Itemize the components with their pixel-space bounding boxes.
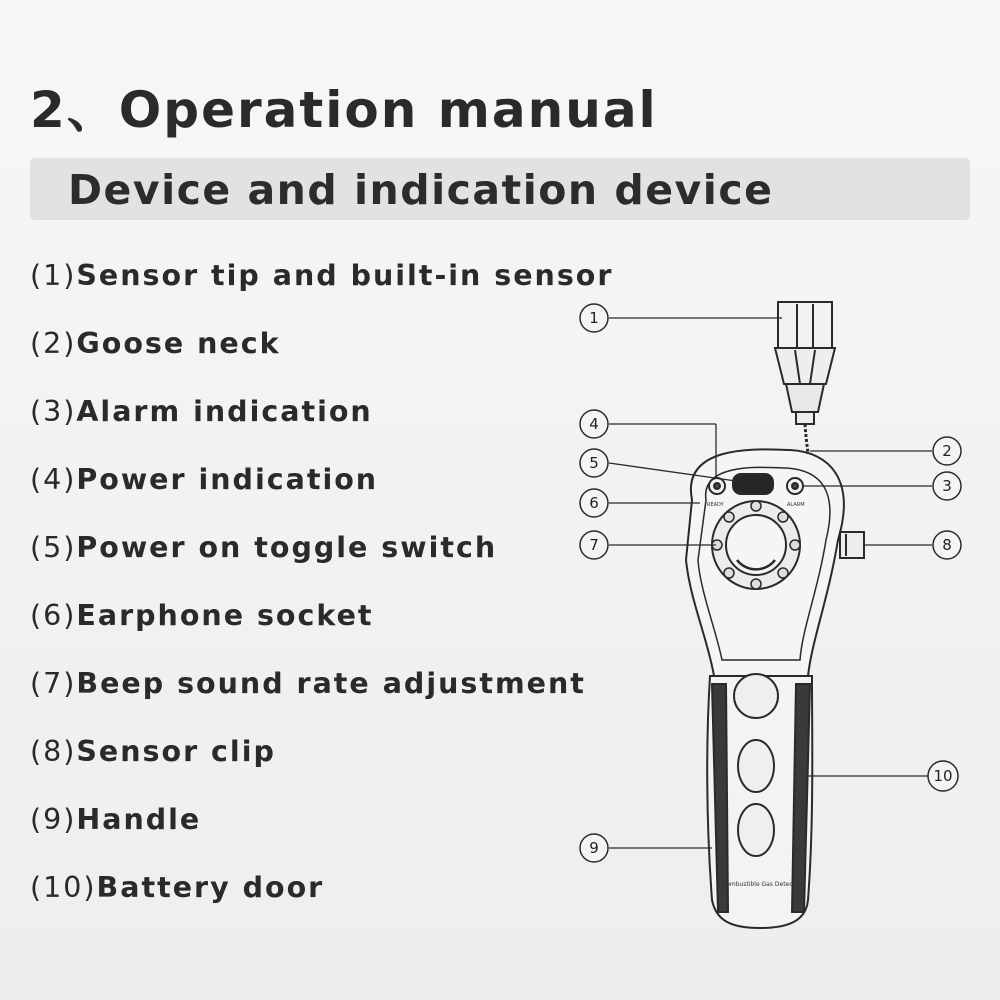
item-label: Beep sound rate adjustment [76, 667, 586, 700]
sensor-clip [840, 532, 864, 558]
callout-label: 10 [933, 767, 953, 785]
callout-label: 5 [589, 454, 599, 472]
item-label: Earphone socket [76, 599, 374, 632]
callout-label: 8 [942, 536, 952, 554]
item-number: (6) [30, 599, 77, 632]
callout-label: 6 [589, 494, 599, 512]
item-number: (7) [30, 667, 77, 700]
item-number: (2) [30, 327, 77, 360]
item-label: Power on toggle switch [76, 531, 498, 564]
callout-label: 3 [942, 477, 952, 495]
callout-label: 1 [589, 309, 599, 327]
ready-label: READY [707, 502, 724, 508]
item-label: Goose neck [76, 327, 281, 360]
item-number: (4) [30, 463, 77, 496]
item-label: Sensor clip [76, 735, 276, 768]
item-label: Power indication [76, 463, 379, 496]
item-number: (10) [30, 871, 97, 904]
section-subtitle: Device and indication device [68, 166, 774, 214]
page-title: 2、Operation manual [30, 81, 658, 139]
item-label: Handle [76, 803, 202, 836]
power-switch [733, 474, 773, 494]
callout-label: 7 [589, 536, 599, 554]
item-label: Battery door [96, 871, 325, 904]
callout-label: 9 [589, 839, 599, 857]
item-number: (3) [30, 395, 77, 428]
handle-label: Combustible Gas Detector [722, 881, 802, 888]
item-number: (1) [30, 259, 77, 292]
sensor-tip [775, 302, 835, 424]
item-number: (8) [30, 735, 77, 768]
callout-label: 2 [942, 442, 952, 460]
gas-leak-detector-illustration [686, 302, 864, 928]
item-label: Alarm indication [76, 395, 373, 428]
alarm-label: ALARM [787, 502, 805, 508]
item-label: Sensor tip and built-in sensor [76, 259, 614, 292]
detector-body [686, 449, 864, 676]
item-number: (5) [30, 531, 77, 564]
item-number: (9) [30, 803, 77, 836]
callout-label: 4 [589, 415, 599, 433]
